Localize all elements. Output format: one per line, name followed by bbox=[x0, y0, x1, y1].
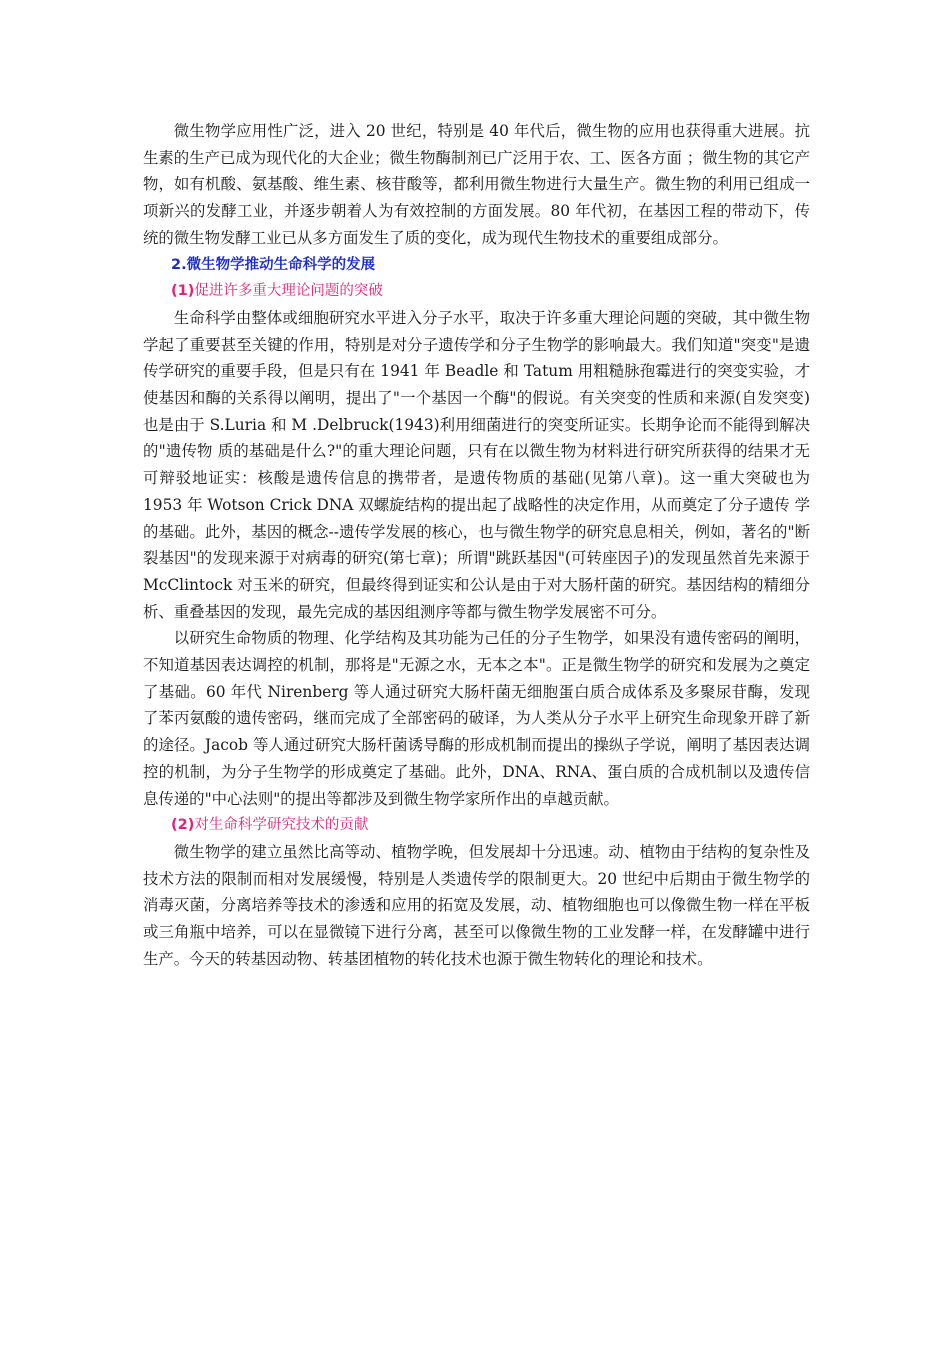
paragraph-techniques: 微生物学的建立虽然比高等动、植物学晚，但发展却十分迅速。动、植物由于结构的复杂性及技术方法的限制而相对发展缓慢，特别是人类遗传学的限制更大。20 世纪中后期由于微生物学的消毒灭菌，分离培养等技术的渗透和应用的拓宽及发展，动、植物细胞也可以像微生物一样在平板或三角瓶中培养，可以在显微镜下进行分离，甚至可以像微生物的工业发酵一样，在发酵罐中进行生产。今天的转基因动物、转基团植物的转化技术也源于微生物转化的理论和技术。 bbox=[143, 842, 810, 968]
subheading-text: 促进许多重大理论问题的突破 bbox=[194, 283, 383, 300]
paragraph-molecular-biology: 以研究生命物质的物理、化学结构及其功能为己任的分子生物学，如果没有遗传密码的阐明，不知道基因表达调控的机制，那将是"无源之水，无本之本"。正是微生物学的研究和发展为之奠定了基础。60 年代 Nirenberg 等人通过研究大肠杆菌无细胞蛋白质合成体系及多聚尿苷酶，发现了苯丙氨酸的遗传密码，继而完成了全部密码的破译，为人类从分子水平上研究生命现象开辟了新的途径。Jacob 等人通过研究大肠杆菌诱导酶的形成机制而提出的操纵子学说，阐明了基因表达调控的机制，为分子生物学的形成奠定了基础。此外，DNA、RNA、蛋白质的合成机制以及遗传信息传递的"中心法则"的提出等都涉及到微生物学家所作出的卓越贡献。 bbox=[143, 629, 810, 808]
subheading-number: (2) bbox=[171, 817, 195, 834]
document-page bbox=[143, 118, 810, 973]
subheading-research-techniques bbox=[143, 812, 810, 839]
paragraph-genetics: 生命科学由整体或细胞研究水平进入分子水平，取决于许多重大理论问题的突破，其中微生物学起了重要甚至关键的作用，特别是对分子遗传学和分子生物学的影响最大。我们知道"突变"是遗传学研究的重要手段，但是只有在 1941 年 Beadle 和 Tatum 用粗糙脉孢霉进行的突变实验，才使基因和酶的关系得以阐明，提出了"一个基因一个酶"的假说。有关突变的性质和来源(自发突变)也是由于 S.Luria 和 M .Delbruck(1943)利用细菌进行的突变所证实。长期争论而不能得到解决的"遗传物 质的基础是什么?"的重大理论问题，只有在以微生物为材料进行研究所获得的结果才无可辩驳地证实：核酸是遗传信息的携带者，是遗传物质的基础(见第八章)。这一重大突破也为 1953 年 Wotson Crick DNA 双螺旋结构的提出起了战略性的决定作用，从而奠定了分子遗传 学的基础。此外，基因的概念--遗传学发展的核心，也与微生物学的研究息息相关，例如，著名的"断裂基因"的发现来源于对病毒的研究(第七章)；所谓"跳跃基因"(可转座因子)的发现虽然首先来源于 McClintock 对玉米的研究，但最终得到证实和公认是由于对大肠杆菌的研究。基因结构的精细分析、重叠基因的发现，最先完成的基因组测序等都与微生物学发展密不可分。 bbox=[143, 308, 810, 621]
subheading-text: 对生命科学研究技术的贡献 bbox=[194, 817, 369, 834]
subheading-number: (1) bbox=[171, 283, 195, 300]
section-heading-life-science: 2.微生物学推动生命科学的发展 bbox=[171, 256, 376, 273]
paragraph-applications: 微生物学应用性广泛，进入 20 世纪，特别是 40 年代后，微生物的应用也获得重大进展。抗生素的生产已成为现代化的大企业；微生物酶制剂已广泛用于农、工、医各方面 ；微生物的其它产物，如有机酸、氨基酸、维生素、核苷酸等，都利用微生物进行大量生产。微生物的利用已组成一项新兴的发酵工业，并逐步朝着人为有效控制的方面发展。80 年代初，在基因工程的带动下，传统的微生物发酵工业已从多方面发生了质的变化，成为现代生物技术的重要组成部分。 bbox=[143, 122, 810, 247]
subheading-theory-breakthrough bbox=[143, 278, 810, 305]
